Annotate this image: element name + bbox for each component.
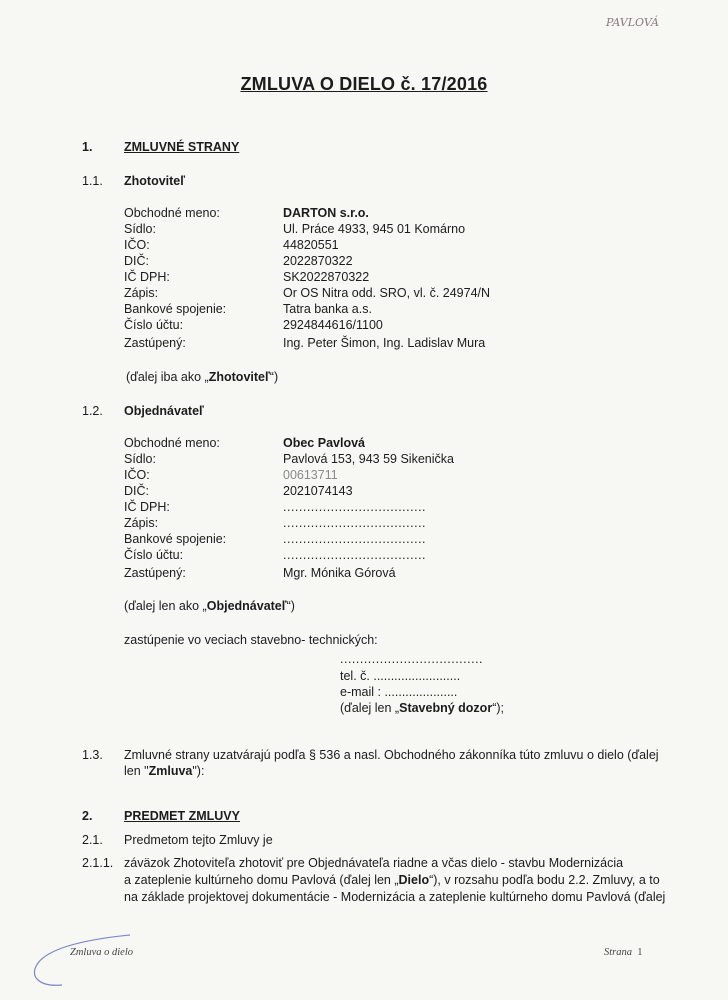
field-label: Zastúpený:	[124, 566, 186, 580]
field-label: IČ DPH:	[124, 270, 170, 284]
clause-1-1-number: 1.1.	[82, 174, 103, 188]
contractor-alias: (ďalej iba ako „Zhotoviteľ“)	[126, 370, 279, 384]
field-value-blank: ....................................	[283, 548, 427, 562]
technical-name-blank: ....................................	[340, 652, 484, 666]
clause-2-1-text: Predmetom tejto Zmluvy je	[124, 833, 273, 847]
field-value: Or OS Nitra odd. SRO, vl. č. 24974/N	[283, 286, 491, 300]
field-label: Bankové spojenie:	[124, 302, 227, 316]
section-2-heading: PREDMET ZMLUVY	[124, 809, 240, 823]
field-label: Bankové spojenie:	[124, 532, 227, 546]
footer-title: Zmluva o dielo	[70, 947, 133, 958]
technical-intro: zastúpenie vo veciach stavebno- technických:	[124, 633, 378, 647]
field-value: Mgr. Mónika Górová	[283, 566, 396, 580]
contractor-heading: Zhotoviteľ	[124, 174, 186, 188]
field-value: 2022870322	[283, 254, 353, 268]
handwritten-stroke-icon	[20, 925, 140, 995]
clause-2-1-number: 2.1.	[82, 833, 103, 847]
footer-page: Strana 1	[604, 947, 643, 958]
field-label: DIČ:	[124, 254, 149, 268]
document-title: ZMLUVA O DIELO č. 17/2016	[240, 74, 488, 94]
field-value: Tatra banka a.s.	[283, 302, 372, 316]
field-label: Sídlo:	[124, 222, 156, 236]
field-label: Sídlo:	[124, 452, 156, 466]
section-1-number: 1.	[82, 140, 93, 154]
technical-phone: tel. č. .........................	[340, 669, 461, 683]
field-label: Zápis:	[124, 516, 159, 530]
clause-1-3-text-line2: len "Zmluva"):	[124, 764, 205, 778]
clause-2-1-1-line3: na základe projektovej dokumentácie - Modernizácia a zateplenie kultúrneho domu Pavlová (ďalej	[124, 890, 666, 904]
field-label: IČO:	[124, 238, 150, 252]
clause-1-2-number: 1.2.	[82, 404, 103, 418]
client-heading: Objednávateľ	[124, 404, 204, 418]
field-label: Obchodné meno:	[124, 206, 220, 220]
section-1-heading: ZMLUVNÉ STRANY	[124, 140, 240, 154]
clause-1-3-number: 1.3.	[82, 748, 103, 762]
field-value: 2924844616/1100	[283, 318, 383, 332]
client-alias: (ďalej len ako „Objednávateľ“)	[124, 599, 295, 613]
handwritten-note: PAVLOVÁ	[606, 16, 660, 29]
clause-2-1-1-number: 2.1.1.	[82, 856, 114, 870]
field-value-blank: ....................................	[283, 500, 427, 514]
clause-1-3-text-line1: Zmluvné strany uzatvárajú podľa § 536 a nasl. Obchodného zákonníka túto zmluvu o dielo (ďalej	[124, 748, 659, 762]
field-label: Obchodné meno:	[124, 436, 220, 450]
field-label: DIČ:	[124, 484, 149, 498]
field-label: Číslo účtu:	[124, 318, 184, 332]
field-value: Pavlová 153, 943 59 Sikenička	[283, 452, 454, 466]
field-label: Zastúpený:	[124, 336, 186, 350]
field-label: IČO:	[124, 468, 150, 482]
contractor-name: DARTON s.r.o.	[283, 206, 369, 220]
field-value: 44820551	[283, 238, 339, 252]
field-label: Zápis:	[124, 286, 159, 300]
field-value: SK2022870322	[283, 270, 370, 284]
field-value: 00613711	[283, 468, 338, 482]
clause-2-1-1-line2: a zateplenie kultúrneho domu Pavlová (ďalej len „Dielo“), v rozsahu podľa bodu 2.2. Zmluvy, a to	[124, 873, 660, 887]
client-name: Obec Pavlová	[283, 436, 365, 450]
field-value: 2021074143	[283, 484, 353, 498]
field-value: Ul. Práce 4933, 945 01 Komárno	[283, 222, 466, 236]
clause-2-1-1-line1: záväzok Zhotoviteľa zhotoviť pre Objednávateľa riadne a včas dielo - stavbu Modernizácia	[124, 856, 624, 870]
field-value-blank: ....................................	[283, 516, 427, 530]
field-label: Číslo účtu:	[124, 548, 184, 562]
field-value: Ing. Peter Šimon, Ing. Ladislav Mura	[283, 336, 486, 350]
technical-alias: (ďalej len „Stavebný dozor“);	[340, 701, 504, 715]
section-2-number: 2.	[82, 809, 93, 823]
field-label: IČ DPH:	[124, 500, 170, 514]
technical-email: e-mail : .....................	[340, 685, 458, 699]
field-value-blank: ....................................	[283, 532, 427, 546]
